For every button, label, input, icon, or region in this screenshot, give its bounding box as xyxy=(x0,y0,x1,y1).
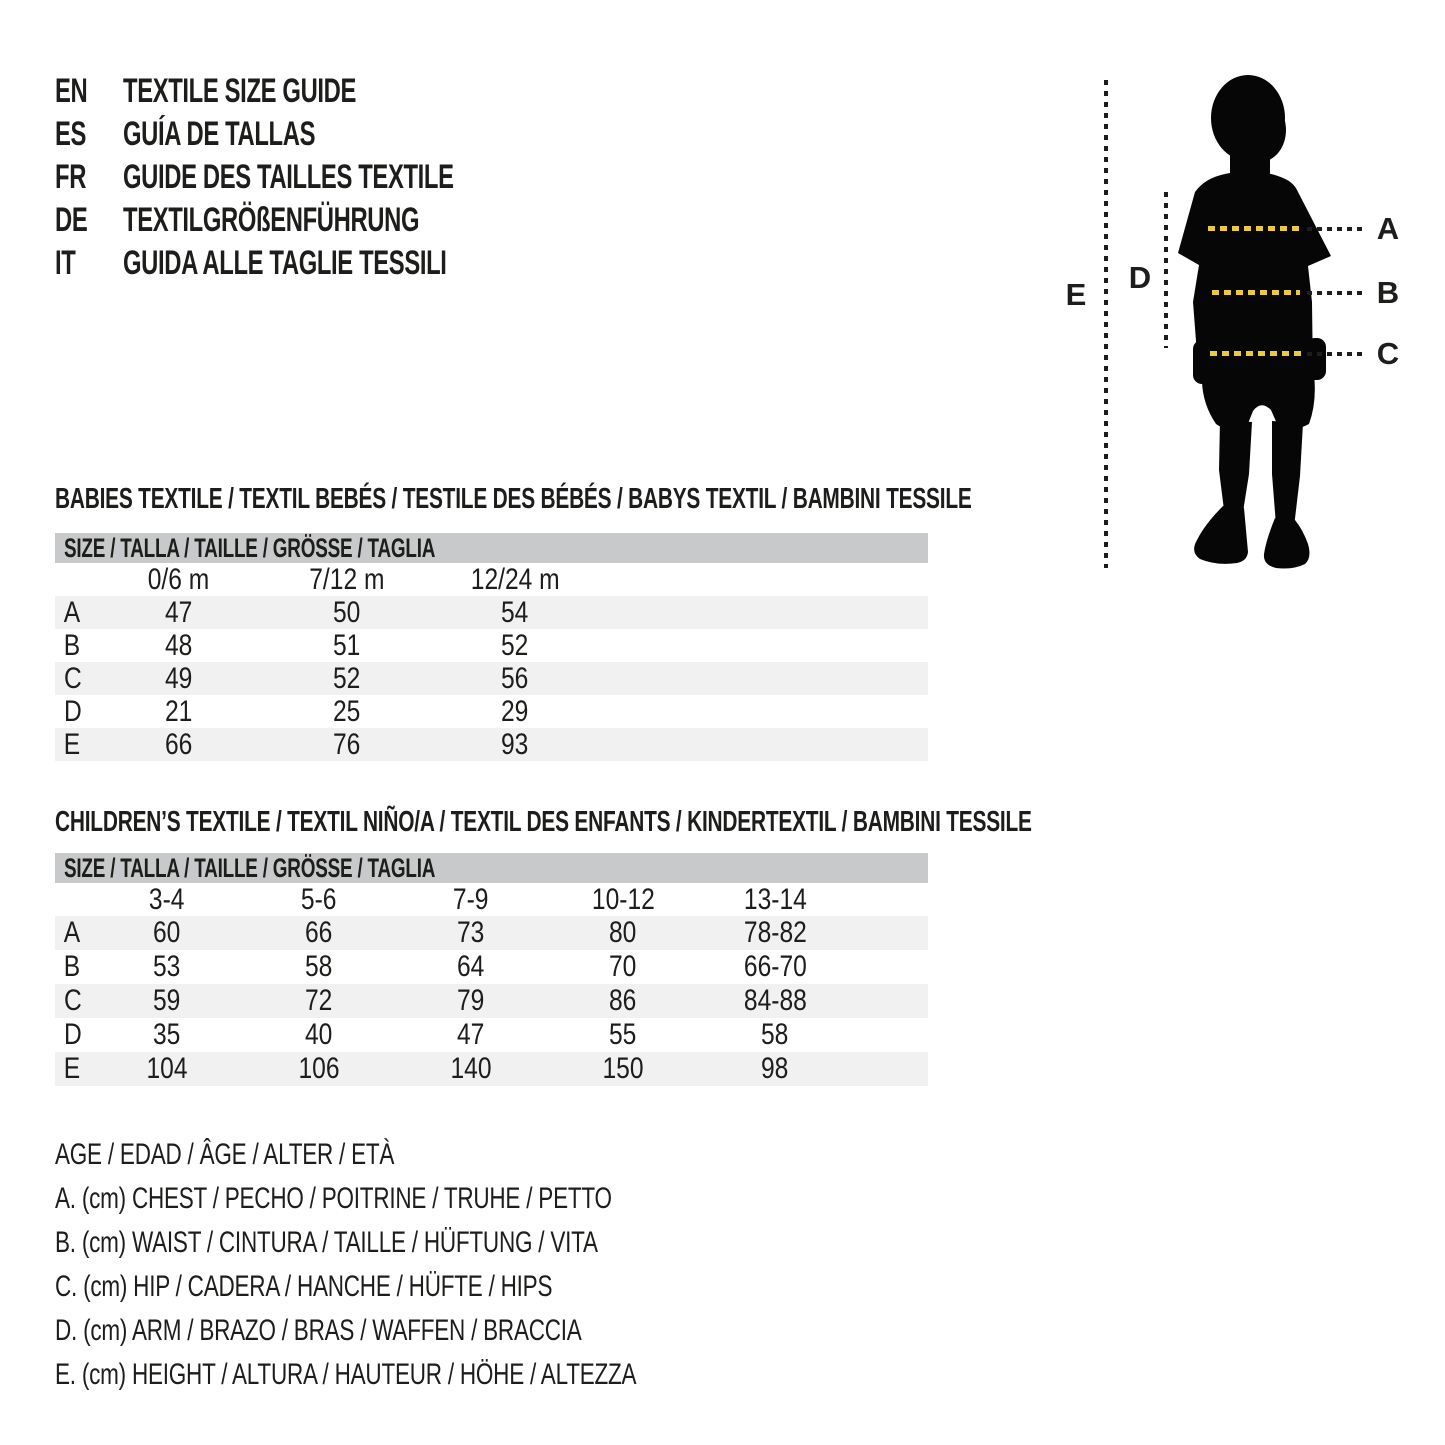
table-row: E 66 76 93 xyxy=(55,728,928,761)
table-row: D 21 25 29 xyxy=(63,695,529,728)
measure-label-D: D xyxy=(1128,260,1152,295)
arm-measure-line-D xyxy=(1164,192,1168,348)
hip-dot-line xyxy=(1307,352,1363,356)
children-size-header-band xyxy=(55,853,928,883)
measure-label-E: E xyxy=(1065,277,1087,312)
title-row-es xyxy=(55,113,595,156)
waist-dot-line xyxy=(1307,291,1363,295)
children-col-3: 10-12 xyxy=(591,883,655,916)
waist-dash-line xyxy=(1212,290,1300,295)
lang-code-it: IT xyxy=(55,244,76,282)
babies-col-2: 12/24 m xyxy=(470,563,560,596)
title-row-it xyxy=(55,242,595,285)
children-col-1: 5-6 xyxy=(301,883,337,916)
title-row-de xyxy=(55,199,595,242)
measurement-legend xyxy=(55,1133,830,1397)
lang-code-en xyxy=(55,72,123,111)
hip-dash-line xyxy=(1210,351,1304,356)
lang-code-text: EN xyxy=(55,72,88,110)
children-size-table xyxy=(55,853,928,1086)
babies-size-header-text: SIZE / TALLA / TAILLE / GRÖSSE / TAGLIA xyxy=(64,532,436,563)
table-row: A 60 66 73 80 78-82 xyxy=(55,916,928,950)
height-measure-line-E xyxy=(1104,80,1108,568)
babies-col-0: 0/6 m xyxy=(148,563,210,596)
table-row: C 49 52 56 xyxy=(55,662,928,695)
measure-label-B: B xyxy=(1376,275,1400,310)
children-size-header-text: SIZE / TALLA / TAILLE / GRÖSSE / TAGLIA xyxy=(64,852,436,883)
table-row: B 48 51 52 xyxy=(63,629,529,662)
table-row: A 47 50 54 xyxy=(55,596,928,629)
title-text-fr: GUIDE DES TAILLES TEXTILE xyxy=(123,158,454,196)
table-row: D 35 40 47 55 58 xyxy=(63,1018,789,1051)
title-text-en: TEXTILE SIZE GUIDE xyxy=(123,72,357,110)
chest-dash-line xyxy=(1208,226,1304,231)
title-block xyxy=(55,70,595,285)
table-row: E 104 106 140 150 98 xyxy=(55,1052,928,1086)
chest-dot-line xyxy=(1307,227,1363,231)
legend-hip: C. (cm) HIP / CADERA / HANCHE / HÜFTE / HIPS xyxy=(55,1270,553,1303)
title-row-fr xyxy=(55,156,595,199)
babies-section-heading: BABIES TEXTILE / TEXTIL BEBÉS / TESTILE DES BÉBÉS / BABYS TEXTIL / BAMBINI TESSILE xyxy=(55,483,972,515)
babies-size-header-band xyxy=(55,533,928,563)
title-text-de: TEXTILGRÖßENFÜHRUNG xyxy=(123,201,420,239)
babies-col-1: 7/12 m xyxy=(309,563,385,596)
measure-label-C: C xyxy=(1376,336,1400,371)
lang-code-de: DE xyxy=(55,201,88,239)
legend-height: E. (cm) HEIGHT / ALTURA / HAUTEUR / HÖHE / ALTEZZA xyxy=(55,1358,637,1391)
child-silhouette xyxy=(1175,72,1350,572)
babies-size-table xyxy=(55,533,928,761)
table-row: C 59 72 79 86 84-88 xyxy=(55,984,928,1018)
children-column-header-row xyxy=(55,883,928,916)
legend-waist: B. (cm) WAIST / CINTURA / TAILLE / HÜFTUNG / VITA xyxy=(55,1226,598,1259)
lang-code-es: ES xyxy=(55,115,87,153)
title-text-es: GUÍA DE TALLAS xyxy=(123,115,316,153)
children-col-2: 7-9 xyxy=(453,883,489,916)
lang-code-fr: FR xyxy=(55,158,87,196)
table-row: B 53 58 64 70 66-70 xyxy=(63,950,807,983)
title-row-en xyxy=(55,70,595,113)
legend-age: AGE / EDAD / ÂGE / ALTER / ETÀ xyxy=(55,1138,395,1171)
legend-arm: D. (cm) ARM / BRAZO / BRAS / WAFFEN / BRACCIA xyxy=(55,1314,582,1347)
children-col-0: 3-4 xyxy=(149,883,185,916)
title-text-it: GUIDA ALLE TAGLIE TESSILI xyxy=(123,244,447,282)
measure-label-A: A xyxy=(1376,211,1400,246)
babies-column-header-row xyxy=(55,563,928,596)
legend-chest: A. (cm) CHEST / PECHO / POITRINE / TRUHE / PETTO xyxy=(55,1182,612,1215)
children-section-heading: CHILDREN’S TEXTILE / TEXTIL NIÑO/A / TEXTIL DES ENFANTS / KINDERTEXTIL / BAMBINI TESSILE xyxy=(55,806,1032,838)
children-col-4: 13-14 xyxy=(743,883,807,916)
